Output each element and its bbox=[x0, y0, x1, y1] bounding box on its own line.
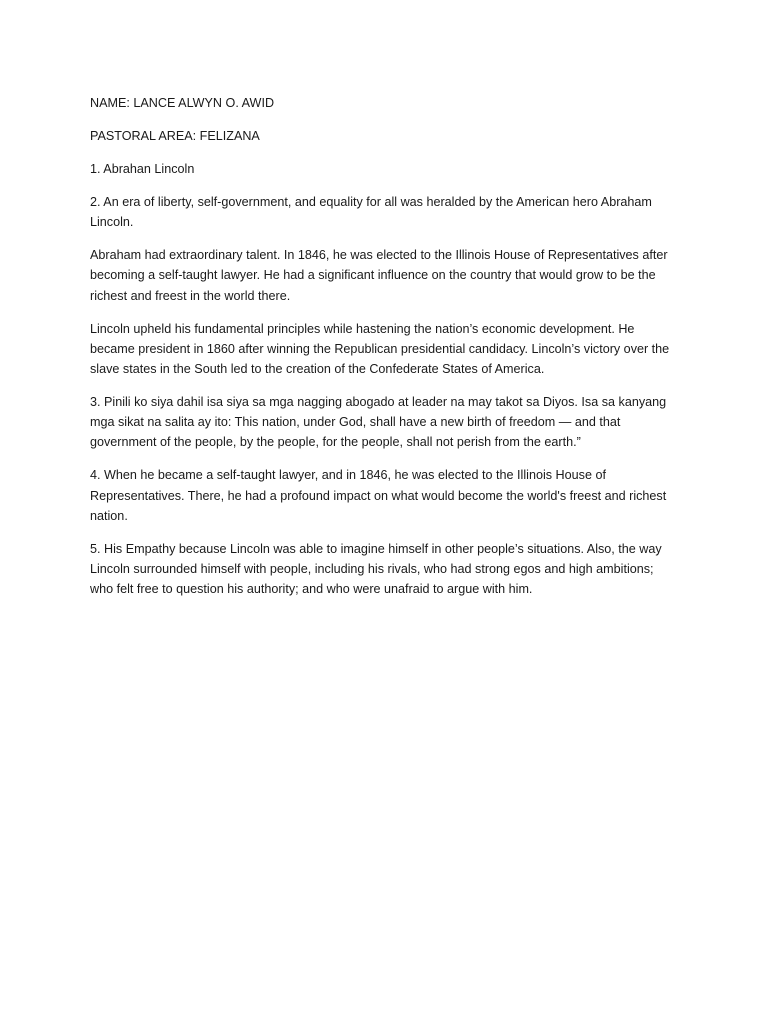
name-line: NAME: LANCE ALWYN O. AWID bbox=[90, 96, 275, 110]
answer-3: 3. Pinili ko siya dahil isa siya sa mga nagging abogado at leader na may takot sa Diyos. Isa sa kanyang mga sikat na salita ay ito: This nation, under God, shall have a new birth of freedom — and that government of the people, by the people, for the people, shall not perish from the earth.” bbox=[90, 395, 667, 450]
document-body bbox=[90, 93, 680, 612]
answer-2-paragraph-3: Lincoln upheld his fundamental principles while hastening the nation’s economic development. He became president in 1860 after winning the Republican presidential candidacy. Lincoln’s victory over the slave states in the South led to the creation of the Confederate States of America. bbox=[90, 321, 670, 377]
answer-4: 4. When he became a self-taught lawyer, and in 1846, he was elected to the Illinois House of Representatives. There, he had a profound impact on what would become the world's freest and richest nation. bbox=[90, 468, 667, 523]
answer-1: 1. Abrahan Lincoln bbox=[90, 162, 195, 176]
answer-2-paragraph-2: Abraham had extraordinary talent. In 1846, he was elected to the Illinois House of Representatives after becoming a self-taught lawyer. He had a significant influence on the country that would grow to be the richest and freest in the world there. bbox=[90, 248, 668, 303]
pastoral-area-line: PASTORAL AREA: FELIZANA bbox=[90, 129, 260, 143]
answer-5: 5. His Empathy because Lincoln was able to imagine himself in other people’s situations. Also, the way Lincoln surrounded himself with people, including his rivals, who had strong egos and high ambitions; who felt free to question his authority; and who were unafraid to argue with him. bbox=[90, 541, 662, 597]
answer-2: 2. An era of liberty, self-government, and equality for all was heralded by the American hero Abraham Lincoln. bbox=[90, 195, 652, 230]
